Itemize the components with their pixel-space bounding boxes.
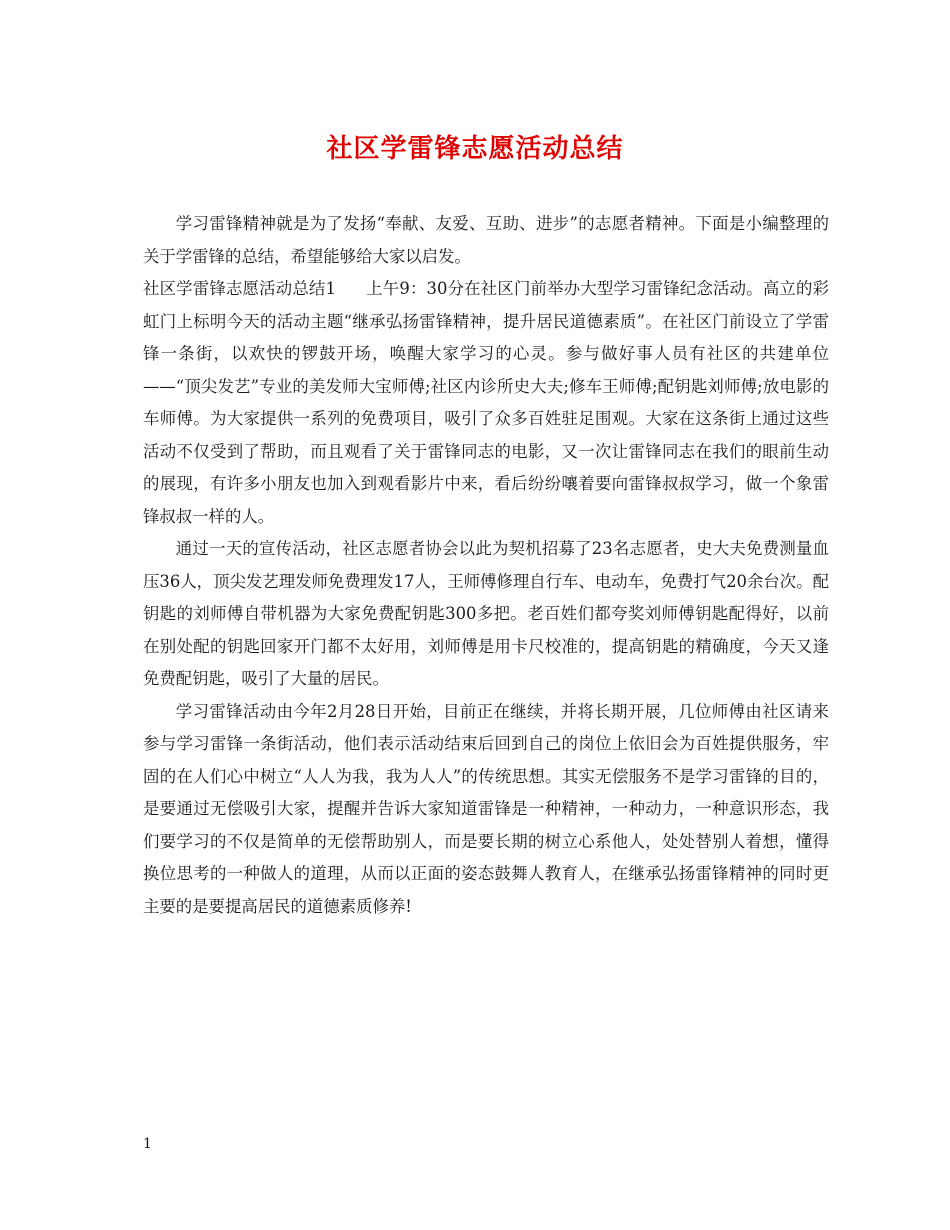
section-lead: 上午9：30分在社区门前举办大型学习雷锋纪念活	[365, 279, 730, 298]
document-title: 社区学雷锋志愿活动总结	[326, 134, 624, 164]
intro-paragraph: 学习雷锋精神就是为了发扬“奉献、友爱、互助、进步”的志愿者精神。下面是小编整理的关于学雷锋的总结，希望能够给大家以启发。	[143, 214, 829, 266]
paragraph-3: 学习雷锋活动由今年2月28日开始，目前正在继续，并将长期开展，几位师傅由社区请来参与学习雷锋一条街活动，他们表示活动结束后回到自己的岗位上依旧会为百姓提供服务，牢固的在人们心中树立“人人为我，我为人人”的传统思想。其实无偿服务不是学习雷锋的目的，是要通过无偿吸引大家，提醒并告诉大家知道雷锋是一种精神，一种动力，一种意识形态，我们要学习的不仅是简单的无偿帮助别人，而是要长期的树立心系他人，处处替别人着想，懂得换位思考的一种做人的道理，从而以正面的姿态鼓舞人教育人，在继承弘扬雷锋精神的同时更主要的是要提高居民的道德素质修养!	[143, 701, 829, 916]
section-body: 动。高立的彩虹门上标明今天的活动主题“继承弘扬雷锋精神，提升居民道德素质”。在社区门前设立了学雷锋一条街，以欢快的锣鼓开场，唤醒大家学习的心灵。参与做好事人员有社区的共建单位——“顶尖发艺”专业的美发师大宝师傅;社区内诊所史大夫;修车王师傅;配钥匙刘师傅;放电影的车师傅。为大家提供一系列的免费项目，吸引了众多百姓驻足围观。大家在这条街上通过这些活动不仅受到了帮助，而且观看了关于雷锋同志的电影，又一次让雷锋同志在我们的眼前生动的展现，有许多小朋友也加入到观看影片中来，看后纷纷嚷着要向雷锋叔叔学习，做一个象雷锋叔叔一样的人。	[143, 279, 830, 526]
paragraph-2: 通过一天的宣传活动，社区志愿者协会以此为契机招募了23名志愿者，史大夫免费测量血压36人，顶尖发艺理发师免费理发17人，王师傅修理自行车、电动车，免费打气20余台次。配钥匙的刘师傅自带机器为大家免费配钥匙300多把。老百姓们都夸奖刘师傅钥匙配得好，以前在别处配的钥匙回家开门都不太好用，刘师傅是用卡尺校准的，提高钥匙的精确度，今天又逢免费配钥匙，吸引了大量的居民。	[143, 539, 829, 688]
page-number: 1	[143, 1136, 152, 1152]
section-heading: 社区学雷锋志愿活动总结1	[143, 279, 336, 298]
document-body	[143, 208, 829, 923]
section-paragraph	[143, 273, 829, 533]
